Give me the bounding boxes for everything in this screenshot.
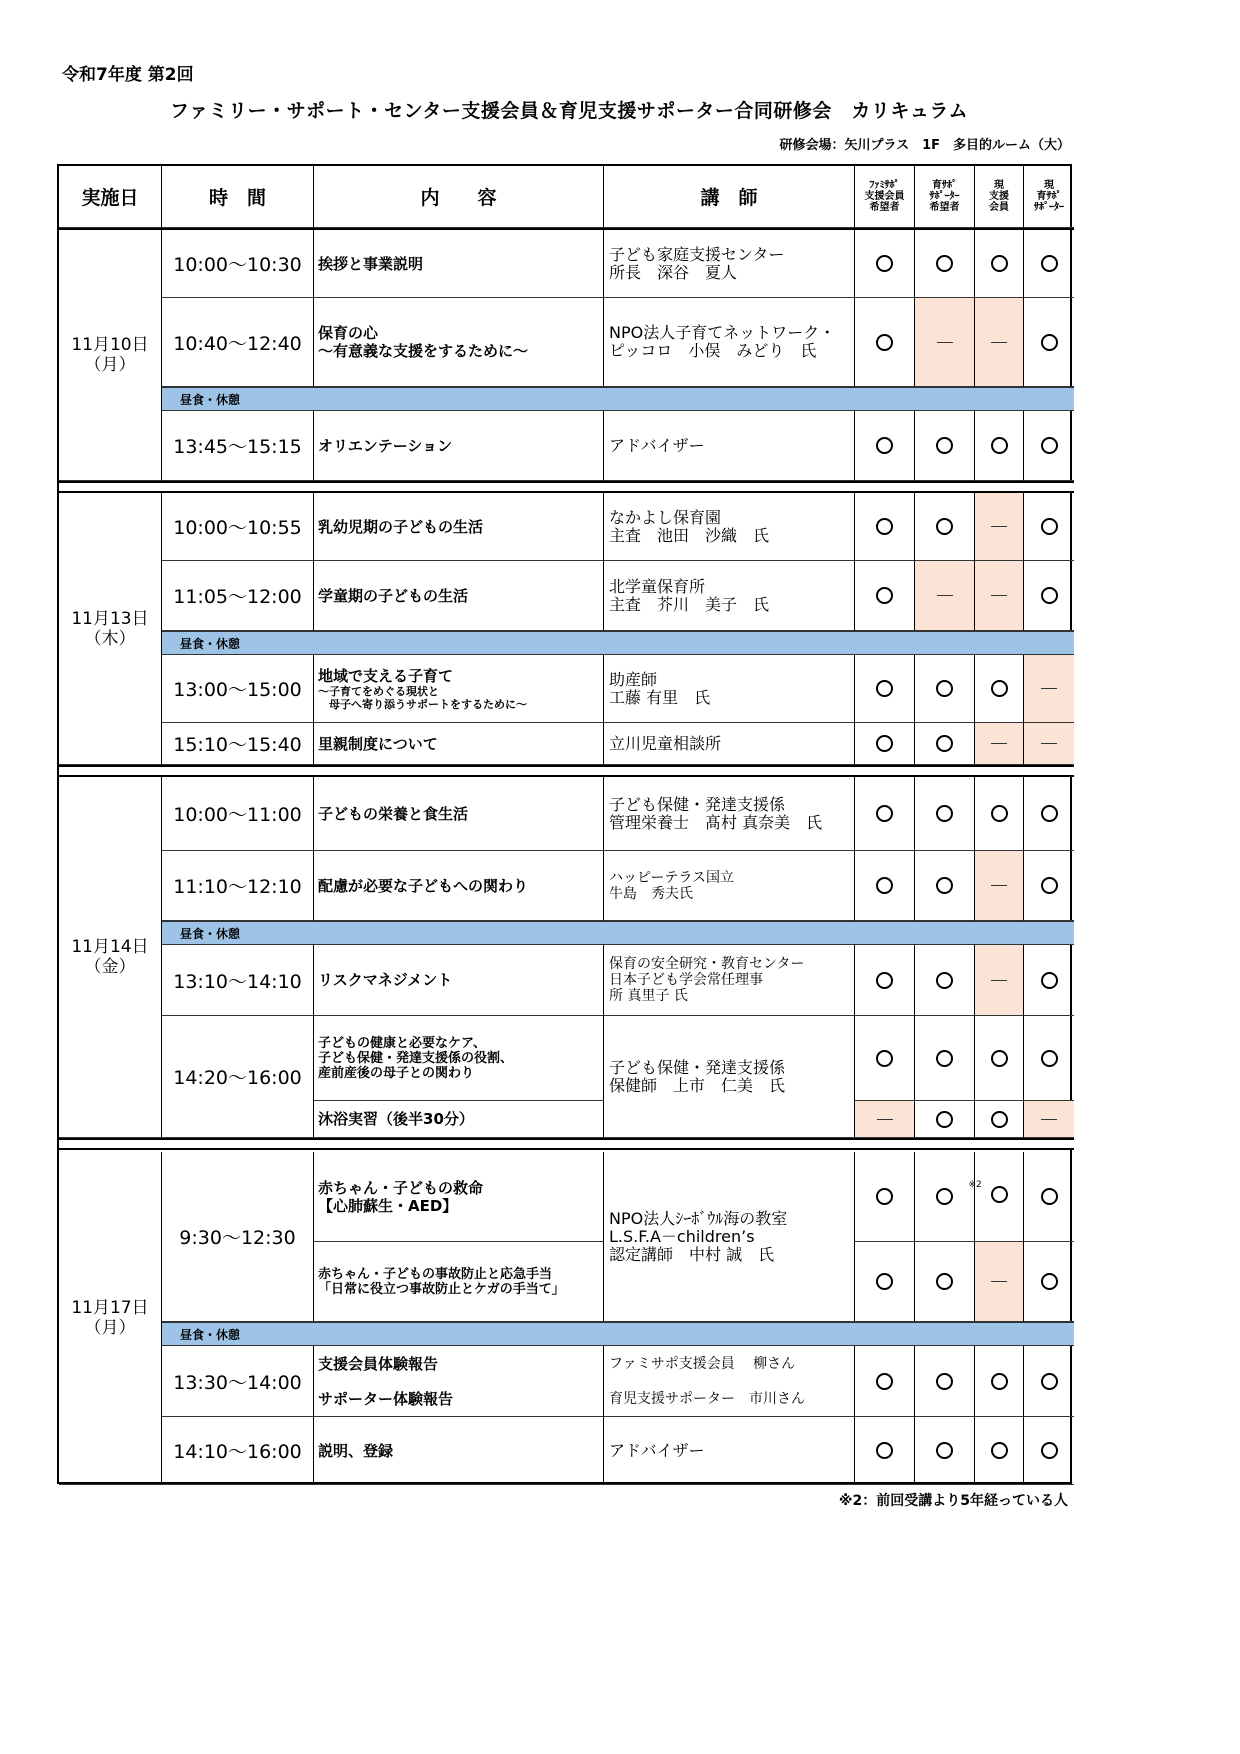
mark-cell: [1024, 1242, 1074, 1322]
mark-cell: [1024, 1016, 1074, 1101]
mark-cell: [915, 1101, 975, 1138]
mark-cell: [915, 561, 975, 631]
mark-cell: [855, 851, 915, 921]
dash-icon: [991, 885, 1007, 886]
dash-icon: [991, 743, 1007, 744]
text-line: 日本子ども学会常任理事: [609, 972, 763, 988]
mark-cell: [915, 493, 975, 561]
note-marker: [968, 1179, 1008, 1208]
text-line: 子ども家庭支援センター: [609, 244, 785, 264]
date-cell: [59, 777, 162, 1138]
lecturer-cell: [604, 1346, 855, 1417]
text-line: 子どもの栄養と食生活: [318, 804, 469, 823]
circle-icon: [1041, 255, 1058, 272]
header-ikusapo-applicant: [915, 166, 975, 228]
text-line: ピッコロ 小俣 みどり 氏: [609, 341, 817, 360]
circle-icon: [991, 680, 1008, 697]
text-line: アドバイザー: [609, 1440, 705, 1460]
mark-cell: [915, 723, 975, 765]
dash-icon: [991, 342, 1007, 343]
text-line: 主査 池田 沙織 氏: [609, 525, 770, 545]
mark-cell: [915, 1242, 975, 1322]
mark-cell: [1024, 298, 1074, 387]
content-cell: [314, 230, 604, 298]
time-cell: 10:00～11:00: [162, 777, 314, 851]
mark-cell: [1024, 1417, 1074, 1485]
mark-cell: [915, 1417, 975, 1485]
day-separator: [59, 765, 1074, 777]
text-line: 支援会員体験報告: [318, 1354, 439, 1373]
lunch-break-band: 昼食・休憩: [162, 921, 1074, 945]
header-line: 支援会員: [864, 191, 905, 202]
mark-cell: [975, 411, 1024, 481]
mark-cell: [975, 230, 1024, 298]
lecturer-cell: [604, 230, 855, 298]
text-line: NPO法人子育てネットワーク・: [609, 323, 836, 342]
header-line: 会員: [989, 202, 1009, 213]
day-separator: [59, 1138, 1074, 1150]
dash-icon: [877, 1119, 893, 1120]
mark-cell: [855, 945, 915, 1016]
lecturer-cell: [604, 945, 855, 1016]
mark-cell: [975, 561, 1024, 631]
circle-icon: [936, 735, 953, 752]
text-line: 赤ちゃん・子どもの救命: [318, 1178, 484, 1197]
text-line: ～有意義な支援をするために～: [318, 342, 529, 360]
text-line: 認定講師 中村 誠 氏: [609, 1244, 775, 1264]
text-line: 工藤 有里 氏: [609, 687, 711, 707]
content-cell: [314, 1152, 604, 1242]
circle-icon: [936, 255, 953, 272]
text-line: ファミサポ支援会員 柳さん: [609, 1355, 796, 1372]
text-line: NPO法人ｼｰﾎﾞｳﾙ海の教室: [609, 1208, 788, 1228]
text-line: 保育の心: [318, 324, 379, 342]
mark-cell: [915, 230, 975, 298]
mark-cell: [915, 411, 975, 481]
weekday-label: （木）: [84, 628, 136, 649]
circle-icon: [1041, 587, 1058, 604]
circle-icon: [876, 587, 893, 604]
date-cell: [59, 493, 162, 765]
mark-cell: [855, 655, 915, 723]
header-date: 実施日: [59, 166, 162, 228]
header-line: 支援: [989, 191, 1009, 202]
circle-icon: [936, 877, 953, 894]
mark-cell: [855, 493, 915, 561]
time-cell: 10:40～12:40: [162, 298, 314, 387]
dash-icon: [1041, 743, 1057, 744]
mark-cell: [855, 1016, 915, 1101]
text-line: 育児支援サポーター 市川さん: [609, 1390, 805, 1407]
mark-cell: [855, 411, 915, 481]
text-line: L.S.F.A－children’s: [609, 1226, 755, 1246]
circle-icon: [1041, 1373, 1058, 1390]
lecturer-cell: [604, 655, 855, 723]
circle-icon: [876, 437, 893, 454]
circle-icon: [1041, 1273, 1058, 1290]
content-cell: [314, 1346, 604, 1417]
circle-icon: [876, 877, 893, 894]
mark-cell: [975, 945, 1024, 1016]
circle-icon: [876, 1442, 893, 1459]
text-line: 里親制度について: [318, 734, 438, 753]
text-line: 立川児童相談所: [609, 733, 722, 753]
mark-cell: [915, 777, 975, 851]
circle-icon: [876, 735, 893, 752]
mark-cell: [1024, 1101, 1074, 1138]
time-cell: 13:00～15:00: [162, 655, 314, 723]
date-label: 11月17日: [71, 1298, 149, 1318]
text-line: 北学童保育所: [609, 576, 706, 596]
header-line: ｻﾎﾟｰﾀｰ: [929, 191, 960, 202]
circle-icon: [1041, 1188, 1058, 1205]
mark-cell: [915, 298, 975, 387]
text-line: 配慮が必要な子どもへの関わり: [318, 876, 529, 895]
circle-icon: [876, 1273, 893, 1290]
circle-icon: [991, 805, 1008, 822]
text-line: 管理栄養士 髙村 真奈美 氏: [609, 812, 823, 832]
weekday-label: （金）: [84, 957, 136, 977]
circle-icon: [876, 805, 893, 822]
mark-cell: [1024, 561, 1074, 631]
mark-cell: [855, 1242, 915, 1322]
text-line: オリエンテーション: [318, 436, 453, 455]
header-line: 希望者: [869, 202, 900, 213]
header-line: ｻﾎﾟｰﾀｰ: [1034, 202, 1064, 213]
text-line: 産前産後の母子との関わり: [318, 1065, 475, 1081]
text-line: 沐浴実習（後半30分）: [318, 1110, 474, 1128]
text-line: アドバイザー: [609, 435, 705, 455]
mark-cell: [1024, 945, 1074, 1016]
mark-cell: [1024, 1346, 1074, 1417]
lunch-break-band: 昼食・休憩: [162, 387, 1074, 411]
content-cell: [314, 655, 604, 723]
circle-icon: [1041, 1050, 1058, 1067]
time-cell: 14:20～16:00: [162, 1016, 314, 1138]
mark-cell: [975, 1242, 1024, 1322]
mark-cell: [1024, 777, 1074, 851]
mark-cell: [1024, 493, 1074, 561]
content-cell: [314, 493, 604, 561]
lecturer-cell: [604, 561, 855, 631]
header-line: 現: [1044, 180, 1054, 191]
circle-icon: [876, 255, 893, 272]
circle-icon: [876, 1050, 893, 1067]
text-line: 子どもの健康と必要なケア、: [318, 1035, 486, 1051]
header-current-supporter: [1024, 166, 1074, 228]
content-cell: [314, 723, 604, 765]
dash-icon: [937, 595, 953, 596]
time-cell: 14:10～16:00: [162, 1417, 314, 1485]
text-line: 赤ちゃん・子どもの事故防止と応急手当: [318, 1266, 553, 1282]
circle-icon: [936, 437, 953, 454]
text-line: 主査 芥川 美子 氏: [609, 594, 770, 614]
dash-icon: [991, 1281, 1007, 1282]
date-cell: [59, 230, 162, 481]
mark-cell: [975, 1101, 1024, 1138]
lecturer-cell: [604, 1152, 855, 1322]
footnote-ref: ※2: [968, 1179, 982, 1190]
text-line: サポーター体験報告: [318, 1389, 454, 1408]
content-cell: [314, 777, 604, 851]
mark-cell: [975, 777, 1024, 851]
text-line: 保健師 上市 仁美 氏: [609, 1075, 786, 1095]
lecturer-cell: [604, 851, 855, 921]
circle-icon: [936, 1373, 953, 1390]
mark-cell: [968, 1152, 1024, 1242]
circle-icon: [876, 1188, 893, 1205]
circle-icon: [1041, 334, 1058, 351]
mark-cell: [1024, 655, 1074, 723]
mark-cell: [975, 1417, 1024, 1485]
header-content: 内 容: [314, 166, 604, 228]
circle-icon: [876, 1373, 893, 1390]
circle-icon: [936, 805, 953, 822]
dash-icon: [937, 342, 953, 343]
mark-cell: [855, 1346, 915, 1417]
mark-cell: [855, 777, 915, 851]
mark-cell: [975, 851, 1024, 921]
time-cell: 13:45～15:15: [162, 411, 314, 481]
text-line: 乳幼児期の子どもの生活: [318, 517, 484, 536]
content-cell: [314, 561, 604, 631]
mark-cell: [915, 1346, 975, 1417]
mark-cell: [975, 655, 1024, 723]
text-line: 助産師: [609, 669, 658, 689]
header-line: ﾌｧﾐｻﾎﾟ: [869, 180, 900, 191]
circle-icon: [936, 1273, 953, 1290]
lecturer-cell: [604, 493, 855, 561]
mark-cell: [1024, 230, 1074, 298]
text-line: 牛島 秀夫氏: [609, 885, 693, 902]
text-line: 所 真里子 氏: [609, 988, 688, 1004]
mark-cell: [975, 1016, 1024, 1101]
time-cell: 13:30～14:00: [162, 1346, 314, 1417]
text-line: 子ども保健・発達支援係: [609, 794, 786, 814]
circle-icon: [936, 1188, 953, 1205]
mark-cell: [915, 655, 975, 723]
mark-cell: [855, 1101, 915, 1138]
mark-cell: [975, 298, 1024, 387]
lecturer-cell: [604, 411, 855, 481]
circle-icon: [876, 334, 893, 351]
text-line: リスクマネジメント: [318, 971, 453, 989]
header-famisapo-applicant: [855, 166, 915, 228]
header-time: 時 間: [162, 166, 314, 228]
circle-icon: [876, 972, 893, 989]
text-line: 子ども保健・発達支援係の役割、: [318, 1050, 514, 1066]
time-cell: 13:10～14:10: [162, 945, 314, 1016]
mark-cell: [1024, 411, 1074, 481]
mark-cell: [855, 561, 915, 631]
circle-icon: [991, 1050, 1008, 1067]
time-cell: 9:30～12:30: [162, 1152, 314, 1322]
lecturer-cell: [604, 298, 855, 387]
date-label: 11月14日: [71, 937, 149, 957]
lunch-break-band: 昼食・休憩: [162, 1322, 1074, 1346]
circle-icon: [991, 1186, 1008, 1203]
text-line: 保育の安全研究・教育センター: [609, 956, 805, 972]
content-cell: [314, 298, 604, 387]
mark-cell: [855, 1152, 915, 1242]
mark-cell: [915, 1016, 975, 1101]
document-title: ファミリー・サポート・センター支援会員＆育児支援サポーター合同研修会 カリキュラム: [170, 100, 969, 122]
circle-icon: [936, 1442, 953, 1459]
text-line: 【心肺蘇生・AED】: [318, 1196, 458, 1215]
circle-icon: [936, 1111, 953, 1128]
circle-icon: [936, 972, 953, 989]
mark-cell: [975, 1346, 1024, 1417]
text-line: 説明、登録: [318, 1441, 394, 1460]
header-line: 育ｻﾎﾟ: [1036, 191, 1062, 202]
mark-cell: [915, 945, 975, 1016]
circle-icon: [991, 1373, 1008, 1390]
mark-cell: [915, 851, 975, 921]
dash-icon: [1041, 688, 1057, 689]
circle-icon: [1041, 1442, 1058, 1459]
text-line: 母子へ寄り添うサポートをするために～: [318, 697, 527, 711]
circle-icon: [991, 1111, 1008, 1128]
weekday-label: （月）: [84, 355, 136, 375]
text-line: 所長 深谷 夏人: [609, 262, 738, 282]
time-cell: 10:00～10:30: [162, 230, 314, 298]
mark-cell: [855, 723, 915, 765]
lecturer-cell: [604, 1417, 855, 1485]
circle-icon: [936, 1050, 953, 1067]
date-label: 11月10日: [71, 335, 149, 355]
header-current-member: [975, 166, 1024, 228]
content-cell: [314, 945, 604, 1016]
content-cell: [314, 1101, 604, 1138]
content-cell: [314, 851, 604, 921]
circle-icon: [936, 680, 953, 697]
dash-icon: [1041, 1119, 1057, 1120]
text-line: ～子育てをめぐる現状と: [318, 684, 439, 698]
document-subtitle: 令和7年度 第2回: [62, 65, 194, 85]
text-line: なかよし保育園: [609, 507, 722, 527]
mark-cell: [855, 1417, 915, 1485]
text-line: ハッピーテラス国立: [609, 869, 735, 886]
content-cell: [314, 411, 604, 481]
dash-icon: [991, 526, 1007, 527]
date-label: 11月13日: [71, 608, 149, 629]
lunch-break-band: 昼食・休憩: [162, 631, 1074, 655]
text-line: 「日常に役立つ事故防止とケガの手当て」: [318, 1281, 565, 1297]
date-cell: [59, 1152, 162, 1485]
circle-icon: [876, 518, 893, 535]
circle-icon: [1041, 805, 1058, 822]
header-line: 育ｻﾎﾟ: [932, 180, 957, 191]
content-cell: [314, 1242, 604, 1322]
header-lecturer: 講 師: [604, 166, 855, 228]
mark-cell: [1024, 851, 1074, 921]
circle-icon: [991, 437, 1008, 454]
mark-cell: [1024, 1152, 1074, 1242]
mark-cell: [855, 230, 915, 298]
mark-cell: [975, 723, 1024, 765]
time-cell: 11:10～12:10: [162, 851, 314, 921]
circle-icon: [1041, 518, 1058, 535]
dash-icon: [991, 595, 1007, 596]
circle-icon: [876, 680, 893, 697]
circle-icon: [1041, 972, 1058, 989]
text-line: 挨拶と事業説明: [318, 254, 424, 273]
lecturer-cell: [604, 777, 855, 851]
time-cell: 10:00～10:55: [162, 493, 314, 561]
header-line: 希望者: [929, 202, 960, 213]
time-cell: 11:05～12:00: [162, 561, 314, 631]
mark-cell: [855, 298, 915, 387]
circle-icon: [991, 1442, 1008, 1459]
circle-icon: [936, 518, 953, 535]
day-separator: [59, 481, 1074, 493]
text-line: 子ども保健・発達支援係: [609, 1057, 786, 1077]
circle-icon: [1041, 437, 1058, 454]
circle-icon: [991, 255, 1008, 272]
mark-cell: [975, 493, 1024, 561]
curriculum-table: [57, 164, 1072, 1484]
footnote: ※2：前回受講より5年経っている人: [838, 1493, 1068, 1509]
lecturer-cell: [604, 723, 855, 765]
mark-cell: [915, 1152, 975, 1242]
circle-icon: [1041, 877, 1058, 894]
venue-label: 研修会場：矢川プラス 1F 多目的ルーム（大）: [779, 138, 1070, 153]
lecturer-cell: [604, 1016, 855, 1138]
header-line: 現: [994, 180, 1004, 191]
dash-icon: [991, 980, 1007, 981]
mark-cell: [1024, 723, 1074, 765]
time-cell: 15:10～15:40: [162, 723, 314, 765]
text-line: 地域で支える子育て: [318, 666, 454, 685]
content-cell: [314, 1417, 604, 1485]
text-line: 学童期の子どもの生活: [318, 586, 469, 605]
content-cell: [314, 1016, 604, 1101]
weekday-label: （月）: [84, 1318, 136, 1338]
